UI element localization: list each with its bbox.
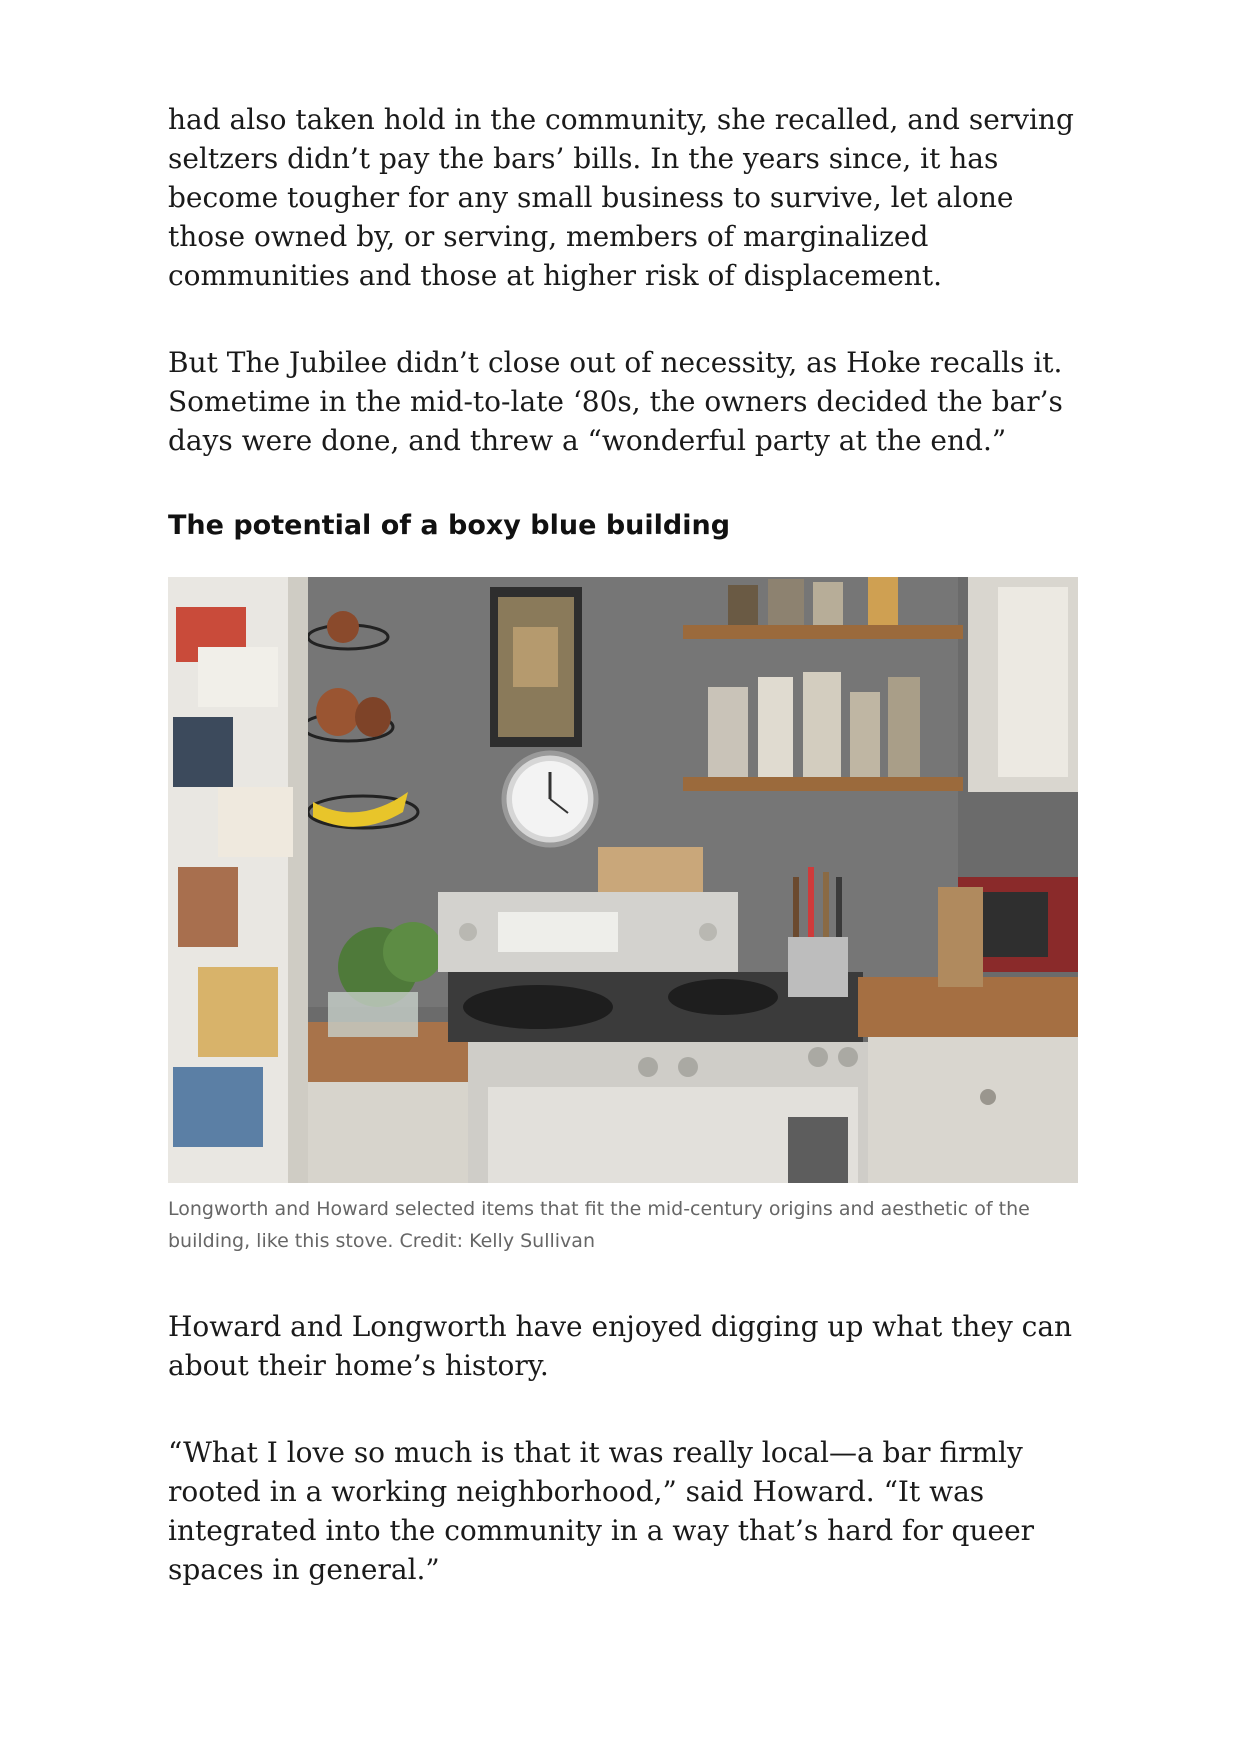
section-heading: The potential of a boxy blue building (168, 510, 731, 541)
article-paragraph: Howard and Longworth have enjoyed digging up what they can about their home’s history. (168, 1310, 1073, 1382)
article-body (168, 100, 1078, 1637)
photo-caption: Longworth and Howard selected items that fit the mid-century origins and aesthetic of the building, like this stove. Credit: Kelly Sullivan (168, 1198, 1030, 1252)
article-paragraph: had also taken hold in the community, she recalled, and serving seltzers didn’t pay the bars’ bills. In the years since, it has become tougher for any small business to survive, let alone those owned by, or serving, members of marginalized communities and those at higher risk of displacement. (168, 103, 1074, 292)
article-paragraph: “What I love so much is that it was really local—a bar firmly rooted in a working neighborhood,” said Howard. “It was integrated into the community in a way that’s hard for queer spaces in general.” (168, 1436, 1035, 1586)
kitchen-photo (168, 577, 1078, 1183)
article-paragraph: But The Jubilee didn’t close out of necessity, as Hoke recalls it. Sometime in the mid-to-late ‘80s, the owners decided the bar’s days were done, and threw a “wonderful party at the end.” (168, 346, 1063, 457)
